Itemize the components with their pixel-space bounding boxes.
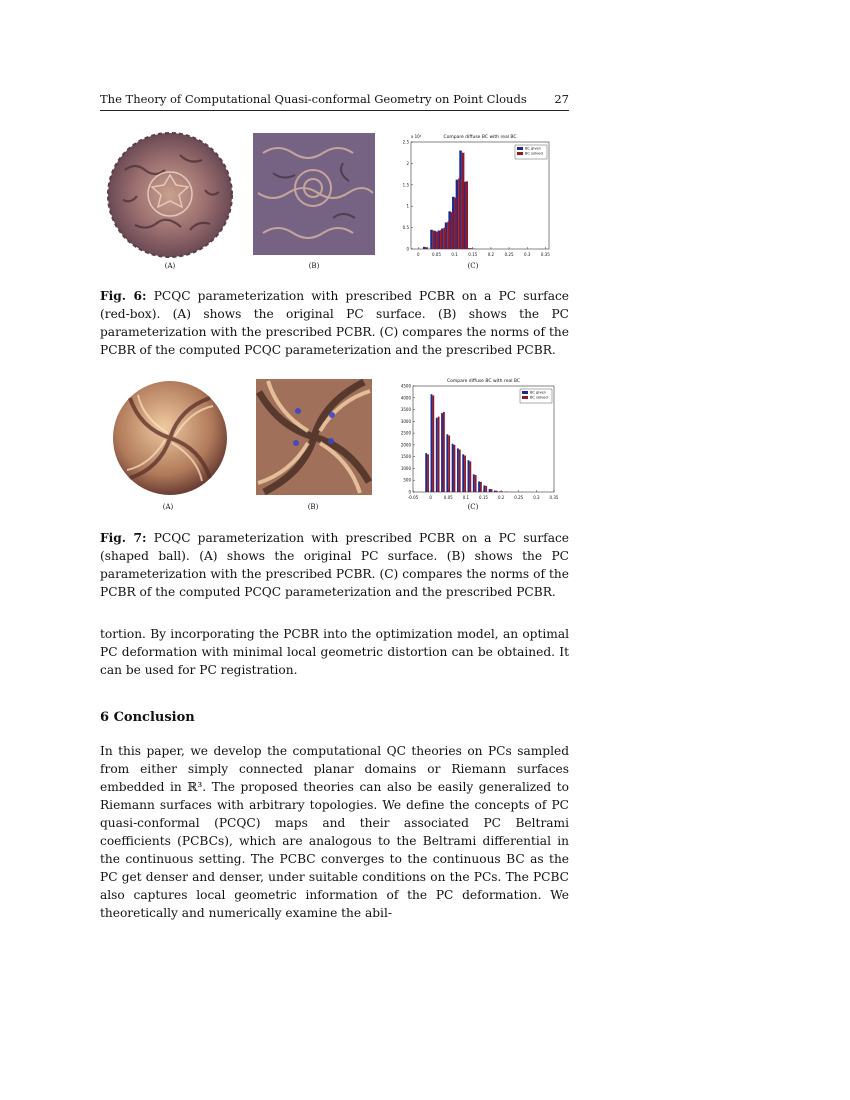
fig7-chart-bar [443,412,445,492]
fig7-chart-bar [454,445,456,492]
fig7-chart-bar [494,491,496,492]
fig6-chart-bar [444,228,447,249]
fig7-label-b: (B) [307,503,319,511]
fig6-chart-bar [436,232,439,249]
fig7-chart-bar [427,454,429,492]
fig6-chart-exponent-label: x 10⁴ [411,134,422,139]
fig7-chart-ytick-label: 1000 [400,465,411,471]
fig6-chart-bar [447,222,450,249]
fig7-chart-bar [459,450,461,492]
fig7-chart-bar [480,482,482,492]
fig7-chart-title: Compare diffuse BC with real BC [446,379,521,384]
fig6-chart-bar [433,231,436,249]
fig7-chart-ytick-label: 2000 [400,442,411,448]
fig7-chart-legend-label: BC given [530,390,546,395]
fig6-chart-bar [455,198,458,249]
fig6-chart-ytick-label: 1 [406,203,409,209]
fig6-chart-bar [451,212,454,249]
fig7-label-c: (C) [467,503,479,511]
fig7-chart-bar [491,489,493,492]
body-paragraph-2: In this paper, we develop the computational QC theories on PCs sampled from either simply connected planar domains or Riemann surfaces embedded in ℝ³. The proposed theories can also be easily generalized to Riemann surfaces with arbitrary topologies. We define the concepts of PC quasi-conformal (PCQC) maps and their associated PC Beltrami coefficients (PCBCs), which are analogous to the Beltrami differential in the continuous setting. The PCBC converges to the continuous BC as the PC get denser and denser, under suitable conditions on the PCs. The PCBC also captures local geometric information of the PC deformation. We theoretically and numerically examine the abil- [100,744,569,920]
fig7-chart-bar [446,434,448,492]
fig7-chart-legend-label: BC solved [530,395,548,400]
fig6-chart-bar [440,230,443,249]
fig7-chart-ytick-label: 3500 [400,407,411,413]
fig7-chart-xtick-label: 0.05 [443,495,453,500]
fig6-chart-bar [458,178,461,249]
fig6-chart-bar [426,247,429,249]
fig6-chart-xtick-label: 0.2 [487,252,495,257]
fig7-chart-xtick-label: 0.15 [479,495,488,500]
fig6-caption-label: Fig. 6: [100,289,147,303]
fig6-chart-ytick-label: 0 [406,246,409,252]
fig6-chart-legend-label: BC given [525,146,541,151]
fig7-chart-xtick-label: 0 [429,495,432,500]
fig7-chart-bar [501,491,503,492]
running-header [100,92,569,106]
fig6-chart [395,128,555,263]
fig7-chart-ytick-label: 1500 [400,454,411,460]
fig7-chart-ytick-label: 0 [408,489,411,495]
fig6-chart-ytick-label: 2 [406,160,409,166]
fig6-chart-ytick-label: 2.5 [402,139,409,145]
fig7-chart-bar [478,481,480,492]
fig7-chart-legend-swatch [522,391,528,394]
fig6-chart-bar [465,181,468,249]
fig6-chart-xtick-label: 0.15 [468,252,478,257]
fig6-panel-a-image [105,130,235,260]
fig7-label-a: (A) [162,503,174,511]
fig7-chart-xtick-label: 0.1 [462,495,470,500]
fig7-chart-bar [452,444,454,492]
fig7-chart-bar [462,454,464,492]
fig6-label-a: (A) [164,262,176,270]
fig7-caption [100,529,569,601]
fig6-caption-text: PCQC parameterization with prescribed PCBR on a PC surface (red-box). (A) shows the original PC surface. (B) shows the PC parameterization with the prescribed PCBR. (C) compares the norms of the PCBR of the computed PCQC parameterization and the prescribed PCBR. [100,289,569,357]
fig6-chart-legend-label: BC solved [525,151,543,156]
fig7-chart-bar [473,474,475,492]
fig6-label-c: (C) [467,262,479,270]
fig7-caption-label: Fig. 7: [100,531,147,545]
fig6-chart-xtick-label: 0.35 [540,252,550,257]
fig7-chart-xtick-label: 0.3 [533,495,540,500]
fig7-chart-ytick-label: 2500 [400,430,411,436]
fig7-chart-ytick-label: 4500 [400,383,411,389]
fig7-chart-bar [457,448,459,492]
fig6-chart-xtick-label: 0.25 [504,252,514,257]
body-paragraph-1: tortion. By incorporating the PCBR into the optimization model, an optimal PC deformation with minimal local geometric distortion can be obtained. It can be used for PC registration. [100,627,569,677]
fig7-chart-bar [425,453,427,492]
fig6-label-b: (B) [308,262,320,270]
fig6-chart-bar [469,248,472,249]
fig6-chart-bar [423,247,426,249]
fig7-panel-b-image [256,379,372,495]
fig6-chart-bar [430,230,433,249]
fig6-chart-bar [462,153,465,249]
fig7-chart-bar [499,491,501,492]
fig7-chart-ytick-label: 4000 [400,395,411,401]
fig7-chart-xtick-label: -0.05 [407,495,419,500]
fig7-chart-xtick-label: 0.2 [497,495,505,500]
fig7-chart-bar [431,394,433,492]
section-heading: 6 Conclusion [100,710,195,725]
fig7-chart-bar [475,475,477,492]
fig7-chart-bar [496,491,498,492]
fig6-panel-b-image [253,133,375,255]
fig6-chart-xtick-label: 0 [416,252,420,257]
fig7-chart-bar [432,395,434,492]
fig6-chart-xtick-label: 0.05 [431,252,441,257]
fig7-caption-text: PCQC parameterization with prescribed PCBR on a PC surface (shaped ball). (A) shows the original PC surface. (B) shows the PC parameterization with the prescribed PCBR. (C) compares the norms of the PCBR of the computed PCQC parameterization and the prescribed PCBR. [100,531,569,599]
fig6-chart-legend-swatch [517,152,523,155]
fig6-caption [100,287,569,359]
fig7-chart-bar [448,435,450,492]
fig6-chart-ytick-label: 0.5 [402,225,409,231]
fig7-chart-bar [436,418,438,492]
fig7-chart-bar [468,460,470,492]
fig7-chart-xtick-label: 0.25 [514,495,524,500]
header-title: The Theory of Computational Quasi-conformal Geometry on Point Clouds [100,92,527,106]
fig7-chart-bar [469,461,471,492]
fig6-chart-ytick-label: 1.5 [402,182,409,188]
fig7-chart-legend-swatch [522,396,528,399]
fig7-chart-ytick-label: 500 [403,477,411,483]
fig6-chart-title: Compare diffuse BC with real BC [443,135,517,140]
header-rule [100,110,569,111]
fig7-chart-bar [441,413,443,492]
fig7-chart [395,374,560,504]
fig6-chart-xtick-label: 0.1 [451,252,458,257]
fig6-chart-xtick-label: 0.3 [524,252,531,257]
fig7-panel-a-image [110,378,230,498]
fig7-chart-xtick-label: 0.35 [549,495,559,500]
fig7-chart-bar [483,485,485,492]
fig7-chart-bar [485,486,487,492]
fig7-chart-bar [438,417,440,492]
fig7-chart-bar [464,455,466,492]
page-number: 27 [554,92,569,106]
fig7-chart-ytick-label: 3000 [400,418,411,424]
fig7-chart-bar [489,489,491,492]
fig6-chart-legend-swatch [517,147,523,150]
